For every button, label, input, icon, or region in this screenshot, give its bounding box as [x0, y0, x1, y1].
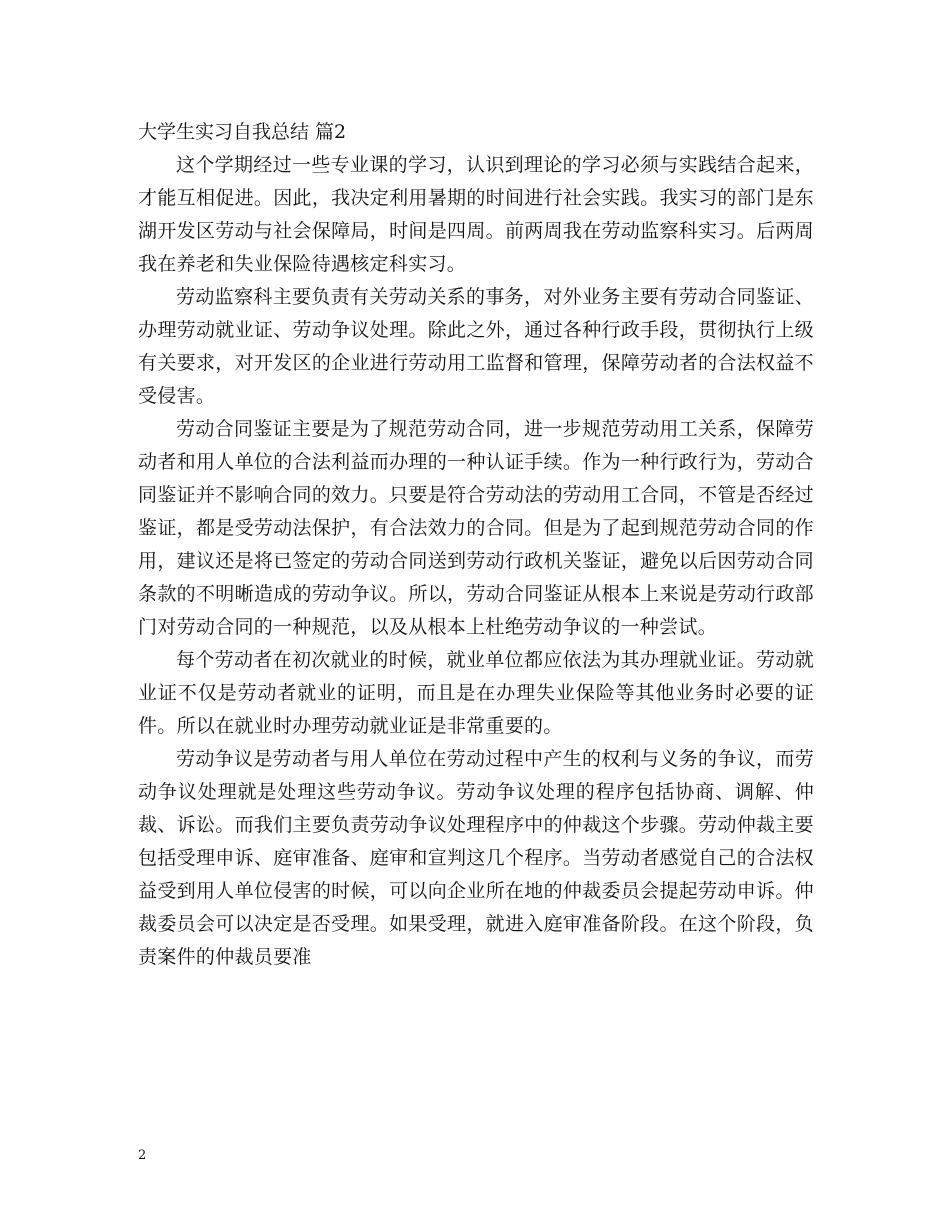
- paragraph: 这个学期经过一些专业课的学习，认识到理论的学习必须与实践结合起来，才能互相促进。因此，我决定利用暑期的时间进行社会实践。我实习的部门是东湖开发区劳动与社会保障局，时间是四周。前两周我在劳动监察科实习。后两周我在养老和失业保险待遇核定科实习。: [138, 154, 814, 275]
- document-body: [138, 116, 814, 974]
- page-number: 2: [138, 1148, 147, 1163]
- paragraph: 劳动合同鉴证主要是为了规范劳动合同，进一步规范劳动用工关系，保障劳动者和用人单位的合法利益而办理的一种认证手续。作为一种行政行为，劳动合同鉴证并不影响合同的效力。只要是符合劳动法的劳动用工合同，不管是否经过鉴证，都是受劳动法保护，有合法效力的合同。但是为了起到规范劳动合同的作用，建议还是将已签定的劳动合同送到劳动行政机关鉴证，避免以后因劳动合同条款的不明晰造成的劳动争议。所以，劳动合同鉴证从根本上来说是劳动行政部门对劳动合同的一种规范，以及从根本上杜绝劳动争议的一种尝试。: [138, 418, 814, 638]
- paragraph: 劳动争议是劳动者与用人单位在劳动过程中产生的权利与义务的争议，而劳动争议处理就是处理这些劳动争议。劳动争议处理的程序包括协商、调解、仲裁、诉讼。而我们主要负责劳动争议处理程序中的仲裁这个步骤。劳动仲裁主要包括受理申诉、庭审准备、庭审和宣判这几个程序。当劳动者感觉自己的合法权益受到用人单位侵害的时候，可以向企业所在地的仲裁委员会提起劳动申诉。仲裁委员会可以决定是否受理。如果受理，就进入庭审准备阶段。在这个阶段，负责案件的仲裁员要准: [138, 748, 814, 968]
- paragraph: 劳动监察科主要负责有关劳动关系的事务，对外业务主要有劳动合同鉴证、办理劳动就业证、劳动争议处理。除此之外，通过各种行政手段，贯彻执行上级有关要求，对开发区的企业进行劳动用工监督和管理，保障劳动者的合法权益不受侵害。: [138, 286, 814, 407]
- paragraph: 每个劳动者在初次就业的时候，就业单位都应依法为其办理就业证。劳动就业证不仅是劳动者就业的证明，而且是在办理失业保险等其他业务时必要的证件。所以在就业时办理劳动就业证是非常重要的。: [138, 649, 814, 737]
- document-heading: 大学生实习自我总结 篇2: [138, 121, 347, 143]
